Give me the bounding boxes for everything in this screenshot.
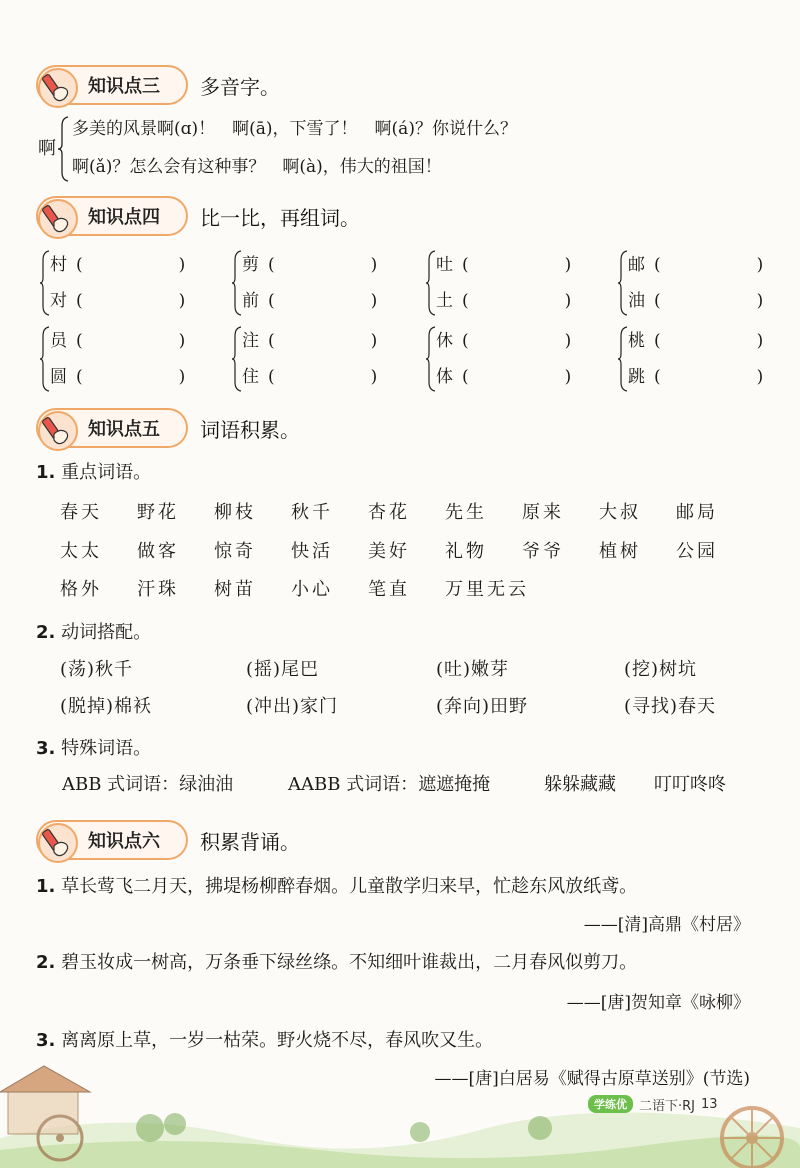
compare-pair	[618, 248, 800, 320]
section-title: 积累背诵。	[200, 829, 300, 854]
brace-icon	[40, 326, 50, 392]
answer-blank[interactable]	[654, 291, 778, 311]
compare-row	[628, 362, 778, 387]
close-paren: )	[564, 255, 572, 275]
compare-char: 土	[436, 291, 453, 311]
close-paren: )	[178, 291, 186, 311]
part-number: 2.	[36, 622, 56, 643]
compare-char: 桃	[628, 331, 645, 351]
answer-blank[interactable]	[462, 291, 586, 311]
section-badge-label: 知识点五	[88, 419, 160, 440]
section-header-4	[36, 193, 360, 239]
compare-row	[50, 286, 200, 311]
section-header-6	[36, 817, 300, 863]
brace-icon	[618, 250, 628, 316]
brace-icon	[232, 326, 242, 392]
compare-row	[50, 362, 200, 387]
verb-pair: (寻找)春天	[624, 696, 717, 717]
part-number: 1.	[36, 462, 56, 483]
poem-text: 碧玉妆成一树高，万条垂下绿丝绦。不知细叶谁裁出，二月春风似剪刀。	[61, 952, 638, 973]
poem-source: ——[清]高鼎《村居》	[583, 915, 750, 935]
compare-row	[50, 250, 200, 275]
open-paren: (	[76, 331, 83, 351]
answer-blank[interactable]	[462, 255, 586, 275]
key-word: 小心	[291, 579, 333, 600]
open-paren: (	[76, 291, 83, 311]
key-word: 礼物	[445, 541, 487, 562]
answer-blank[interactable]	[268, 367, 392, 387]
answer-blank[interactable]	[654, 331, 778, 351]
close-paren: )	[756, 291, 764, 311]
pencil-hand-icon	[34, 816, 84, 866]
close-paren: )	[370, 367, 378, 387]
part-3-heading	[36, 734, 151, 760]
close-paren: )	[178, 331, 186, 351]
section-badge	[36, 196, 188, 236]
section-badge-label: 知识点三	[88, 76, 160, 97]
open-paren: (	[268, 367, 275, 387]
key-word: 邮局	[676, 502, 718, 523]
compare-char: 剪	[242, 255, 259, 275]
close-paren: )	[564, 291, 572, 311]
section-header-3	[36, 62, 280, 108]
key-word: 原来	[522, 502, 564, 523]
open-paren: (	[654, 331, 661, 351]
pencil-hand-icon	[34, 61, 84, 111]
answer-blank[interactable]	[76, 255, 200, 275]
open-paren: (	[268, 255, 275, 275]
open-paren: (	[654, 291, 661, 311]
section-badge	[36, 65, 188, 105]
answer-blank[interactable]	[654, 255, 778, 275]
key-word: 先生	[445, 502, 487, 523]
compare-row	[242, 250, 392, 275]
key-word: 春天	[60, 502, 102, 523]
section-badge-label: 知识点四	[88, 207, 160, 228]
compare-char: 休	[436, 331, 453, 351]
verb-pair: (脱掉)棉袄	[60, 696, 153, 717]
brand-badge: 学练优	[588, 1095, 633, 1113]
section-badge	[36, 408, 188, 448]
open-paren: (	[462, 331, 469, 351]
open-paren: (	[654, 255, 661, 275]
compare-row	[628, 286, 778, 311]
abb-word: 绿油油	[179, 774, 234, 795]
poem-2	[36, 948, 637, 974]
aabb-words	[288, 770, 490, 796]
compare-pair	[426, 248, 616, 320]
close-paren: )	[370, 255, 378, 275]
pencil-hand-icon	[34, 404, 84, 454]
key-word: 美好	[368, 541, 410, 562]
key-word: 野花	[137, 502, 179, 523]
open-paren: (	[268, 331, 275, 351]
answer-blank[interactable]	[268, 255, 392, 275]
poem-text: 草长莺飞二月天，拂堤杨柳醉春烟。儿童散学归来早，忙趁东风放纸鸢。	[61, 876, 638, 897]
polyphonic-line-2: 啊(ǎ)？怎么会有这种事？ 啊(à)，伟大的祖国！	[72, 157, 442, 177]
close-paren: )	[370, 331, 378, 351]
polyphonic-block	[38, 112, 638, 184]
key-word: 公园	[676, 541, 718, 562]
close-paren: )	[370, 291, 378, 311]
key-word: 树苗	[214, 579, 256, 600]
compare-row	[242, 362, 392, 387]
poem-source: ——[唐]白居易《赋得古原草送别》(节选)	[434, 1069, 750, 1089]
compare-row	[50, 326, 200, 351]
compare-row	[628, 326, 778, 351]
key-word: 爷爷	[522, 541, 564, 562]
compare-char: 油	[628, 291, 645, 311]
grade-label: 二语下·RJ	[639, 1098, 695, 1114]
compare-row	[436, 326, 586, 351]
answer-blank[interactable]	[76, 291, 200, 311]
part-1-heading	[36, 458, 151, 484]
answer-blank[interactable]	[462, 331, 586, 351]
answer-blank[interactable]	[76, 367, 200, 387]
compare-char: 注	[242, 331, 259, 351]
compare-char: 跳	[628, 367, 645, 387]
brace-icon	[426, 326, 436, 392]
key-word: 杏花	[368, 502, 410, 523]
polyphonic-line-1: 多美的风景啊(ɑ)！ 啊(ā)，下雪了！ 啊(á)？你说什么？	[72, 119, 517, 139]
compare-pair	[232, 248, 422, 320]
verb-pair: (冲出)家门	[246, 696, 339, 717]
answer-blank[interactable]	[268, 331, 392, 351]
close-paren: )	[756, 331, 764, 351]
part-label: 重点词语。	[61, 462, 152, 483]
footer-tag	[588, 1094, 718, 1114]
section-badge-label: 知识点六	[88, 831, 160, 852]
compare-char: 体	[436, 367, 453, 387]
aabb-word: 叮叮咚咚	[654, 774, 726, 795]
abb-words	[62, 770, 233, 796]
verb-pair: (奔向)田野	[436, 696, 529, 717]
compare-char: 住	[242, 367, 259, 387]
compare-pair	[426, 324, 616, 396]
polyphonic-char: 啊	[38, 138, 56, 159]
answer-blank[interactable]	[462, 367, 586, 387]
poem-source: ——[唐]贺知章《咏柳》	[566, 993, 750, 1013]
aabb-word: 遮遮掩掩	[418, 774, 491, 795]
brace-icon	[58, 116, 70, 182]
compare-char: 员	[50, 331, 67, 351]
compare-row	[242, 326, 392, 351]
close-paren: )	[564, 331, 572, 351]
section-badge	[36, 820, 188, 860]
compare-char: 吐	[436, 255, 453, 275]
verb-pair: (摇)尾巴	[246, 659, 320, 680]
close-paren: )	[178, 255, 186, 275]
compare-char: 对	[50, 291, 67, 311]
poem-number: 2.	[36, 952, 56, 973]
brace-icon	[618, 326, 628, 392]
poem-3	[36, 1026, 493, 1052]
pencil-hand-icon	[34, 192, 84, 242]
abb-label: ABB 式词语：	[62, 774, 180, 795]
open-paren: (	[462, 291, 469, 311]
compare-row	[436, 362, 586, 387]
brace-icon	[426, 250, 436, 316]
compare-pair	[40, 248, 230, 320]
part-label: 动词搭配。	[61, 622, 152, 643]
poem-text: 离离原上草，一岁一枯荣。野火烧不尽，春风吹又生。	[61, 1030, 494, 1051]
open-paren: (	[462, 255, 469, 275]
aabb-word: 躲躲藏藏	[544, 774, 616, 795]
compare-char: 圆	[50, 367, 67, 387]
key-word: 快活	[291, 541, 333, 562]
key-word: 植树	[599, 541, 641, 562]
brace-icon	[232, 250, 242, 316]
section-title: 词语积累。	[200, 417, 300, 442]
compare-row	[436, 286, 586, 311]
compare-char: 村	[50, 255, 67, 275]
section-header-5	[36, 405, 300, 451]
answer-blank[interactable]	[654, 367, 778, 387]
key-word: 太太	[60, 541, 102, 562]
compare-pair	[618, 324, 800, 396]
compare-char: 邮	[628, 255, 645, 275]
part-label: 特殊词语。	[61, 738, 152, 759]
answer-blank[interactable]	[76, 331, 200, 351]
compare-pair	[40, 324, 230, 396]
brace-icon	[40, 250, 50, 316]
poem-number: 1.	[36, 876, 56, 897]
key-word: 秋千	[291, 502, 333, 523]
compare-row	[242, 286, 392, 311]
key-word: 笔直	[368, 579, 410, 600]
poem-1	[36, 872, 637, 898]
key-word: 大叔	[599, 502, 641, 523]
key-word: 格外	[60, 579, 102, 600]
close-paren: )	[178, 367, 186, 387]
close-paren: )	[756, 367, 764, 387]
answer-blank[interactable]	[268, 291, 392, 311]
key-word: 惊奇	[214, 541, 256, 562]
part-number: 3.	[36, 738, 56, 759]
part-2-heading	[36, 618, 151, 644]
key-word: 万里无云	[445, 579, 529, 600]
page-number: 13	[701, 1096, 718, 1112]
aabb-label: AABB 式词语：	[288, 774, 419, 795]
verb-pair: (吐)嫩芽	[436, 659, 510, 680]
close-paren: )	[564, 367, 572, 387]
open-paren: (	[76, 367, 83, 387]
compare-char: 前	[242, 291, 259, 311]
key-word: 柳枝	[214, 502, 256, 523]
key-word: 做客	[137, 541, 179, 562]
compare-pair	[232, 324, 422, 396]
open-paren: (	[268, 291, 275, 311]
open-paren: (	[76, 255, 83, 275]
section-title: 比一比，再组词。	[200, 205, 360, 230]
compare-row	[436, 250, 586, 275]
verb-pair: (荡)秋千	[60, 659, 134, 680]
verb-pair: (挖)树坑	[624, 659, 698, 680]
open-paren: (	[462, 367, 469, 387]
section-title: 多音字。	[200, 74, 280, 99]
poem-number: 3.	[36, 1030, 56, 1051]
close-paren: )	[756, 255, 764, 275]
compare-row	[628, 250, 778, 275]
open-paren: (	[654, 367, 661, 387]
key-word: 汗珠	[137, 579, 179, 600]
